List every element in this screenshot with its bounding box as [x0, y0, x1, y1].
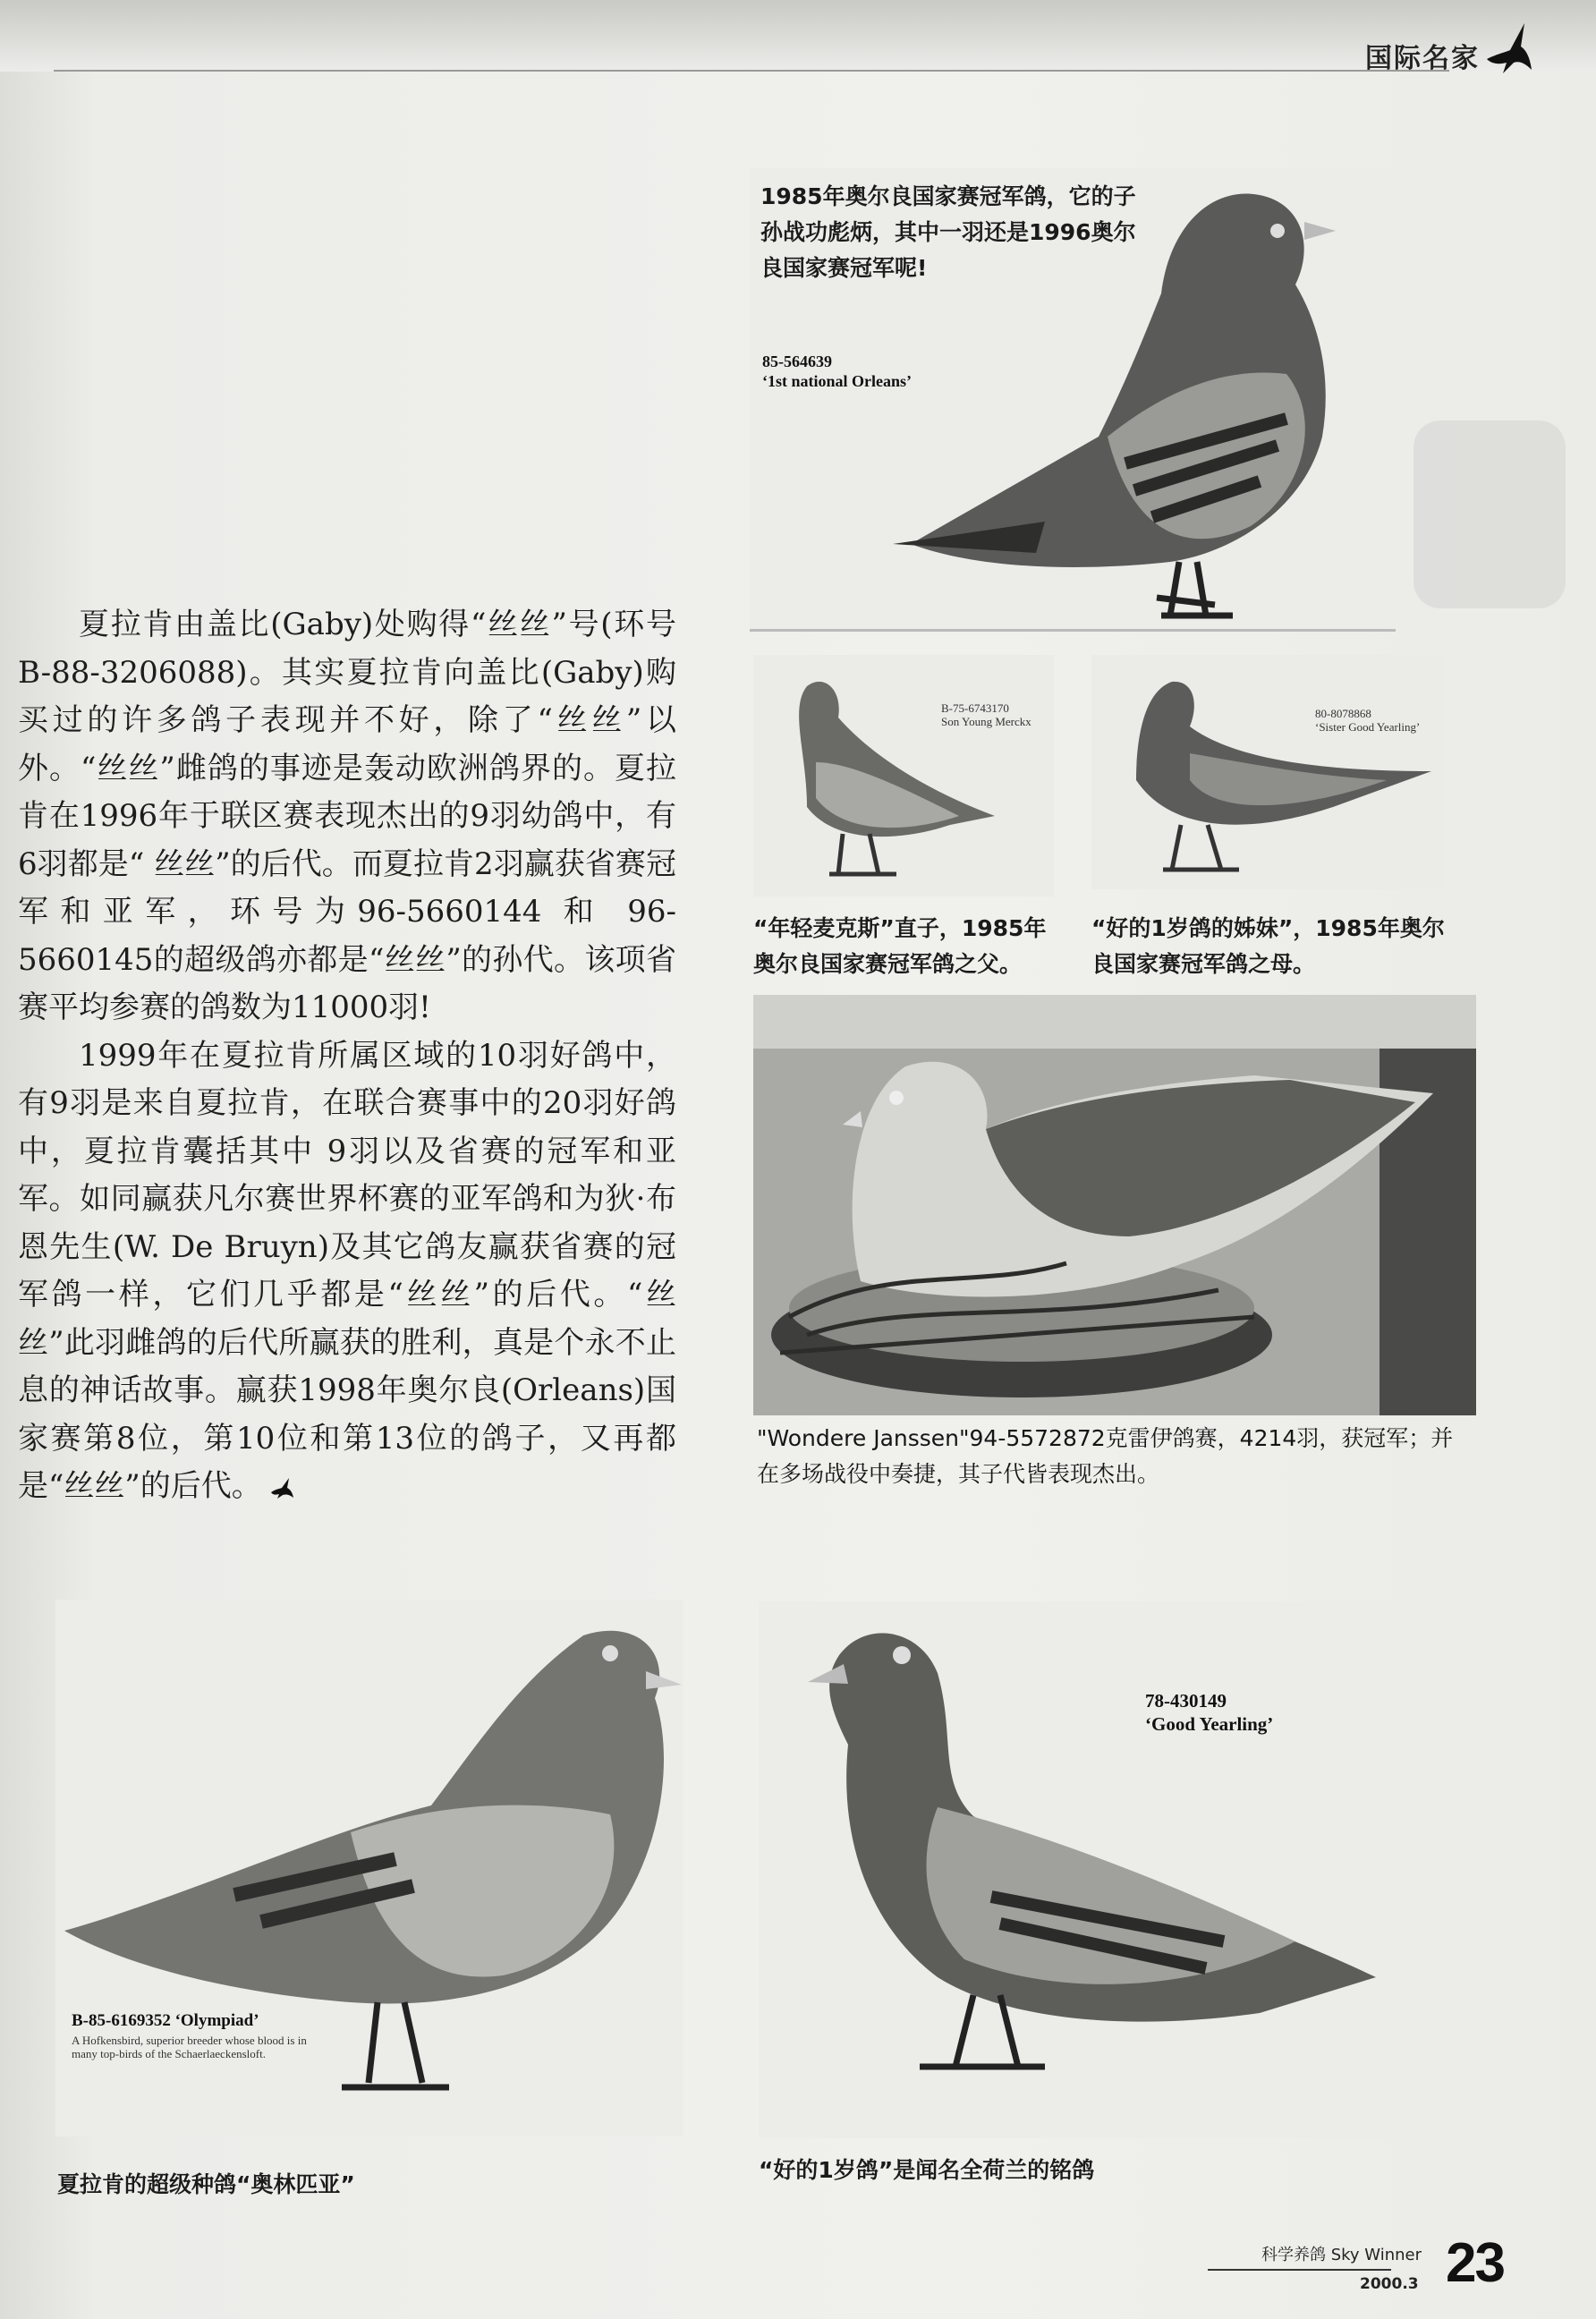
pigeon-illustration [753, 655, 1054, 896]
pigeon-illustration [1091, 655, 1445, 889]
olympiad-note: A Hofkensbird, superior breeder whose blood is in many top-birds of the Schaerlaeckensloft. [72, 2034, 307, 2060]
photo-olympiad [55, 1600, 683, 2136]
article-paragraph-2 [18, 1032, 676, 1511]
pigeon-name: ‘1st national Orleans’ [762, 372, 913, 390]
photo-son-young-merckx [753, 655, 1054, 896]
section-title: 国际名家 [1365, 43, 1480, 74]
pigeon-name: ‘Sister Good Yearling’ [1315, 720, 1421, 734]
page-number: 23 [1446, 2232, 1504, 2294]
ring-tag-sister-good-yearling [1315, 707, 1420, 734]
ring-tag-olympiad [72, 2011, 259, 2031]
bird-logo-icon [1483, 20, 1533, 79]
ring-number: 80-8078868 [1315, 707, 1371, 720]
ring-tag-good-yearling [1145, 1689, 1273, 1736]
bleed-through-numeral [1413, 420, 1566, 608]
photo-caption-orleans: 1985年奥尔良国家赛冠军鸽，它的子孙战功彪炳，其中一羽还是1996奥尔良国家赛冠军呢! [760, 183, 1136, 281]
top-shadow [0, 0, 1596, 72]
article-paragraph-2-text: 1999年在夏拉肯所属区域的10羽好鸽中，有9羽是来自夏拉肯，在联合赛事中的20羽好鸽中，夏拉肯囊括其中 9羽以及省赛的冠军和亚军。如同赢获凡尔赛世界杯赛的亚军鸽和为狄·布恩先生(W. De Bruyn)及其它鸽友赢获省赛的冠军鸽一样，它们几乎都是“丝丝”的后代。“丝丝”此羽雌鸽的后代所赢获的胜利，真是个永不止息的神话故事。赢获1998年奥尔良(Orleans)国家赛第8位，第10位和第13位的鸽子，又再都是“丝丝”的后代。 [18, 1037, 676, 1504]
article-paragraph-1: 夏拉肯由盖比(Gaby)处购得“丝丝”号(环号B-88-3206088)。其实夏拉肯向盖比(Gaby)购买过的许多鸽子表现并不好，除了“丝丝”以外。“丝丝”雌鸽的事迹是轰动欧洲鸽界的。夏拉肯在1996年于联区赛表现杰出的9羽幼鸽中，有6羽都是“ 丝丝”的后代。而夏拉肯2羽赢获省赛冠军和亚军，环号为96-5660144 和 96-5660145的超级鸽亦都是“丝丝”的孙代。该项省赛平均参赛的鸽数为11000羽! [18, 607, 676, 1025]
pigeon-illustration [759, 1601, 1392, 2138]
photo-caption-good-yearling: “好的1岁鸽”是闻名全荷兰的铭鸽 [759, 2157, 1095, 2183]
photo-wondere-janssen [753, 995, 1476, 1415]
footer-issue: 2000.3 [1360, 2275, 1419, 2293]
footer-rule [1208, 2269, 1391, 2271]
footer-magazine-name: 科学养鸽 Sky Winner [1261, 2246, 1422, 2264]
ring-tag-son-young-merckx [941, 701, 1031, 728]
photo-caption-olympiad: 夏拉肯的超级种鸽“奥林匹亚” [57, 2171, 355, 2197]
pigeon-name: ‘Good Yearling’ [1145, 1713, 1274, 1735]
ring-number: B-75-6743170 [941, 701, 1009, 715]
ring-tag-orleans [762, 352, 912, 391]
photo-caption-wondere-janssen: "Wondere Janssen"94-5572872克雷伊鸽赛，4214羽，获冠军；并在多场战役中奏捷，其子代皆表现杰出。 [757, 1425, 1454, 1487]
photo-sister-good-yearling [1091, 655, 1445, 889]
photo-good-yearling [759, 1601, 1392, 2138]
header-rule [54, 70, 1449, 72]
pigeon-name: Son Young Merckx [941, 715, 1031, 728]
ring-number: 78-430149 [1145, 1690, 1227, 1712]
article-body [18, 601, 676, 1511]
ring-and-name: B-85-6169352 ‘Olympiad’ [72, 2011, 259, 2030]
end-bird-icon [269, 1476, 294, 1499]
photo-caption-sister-good-yearling: “好的1岁鸽的姊妹”，1985年奥尔良国家赛冠军鸽之母。 [1091, 915, 1445, 977]
photo-caption-son-young-merckx: “年轻麦克斯”直子，1985年奥尔良国家赛冠军鸽之父。 [753, 915, 1047, 977]
pigeon-on-nest-photo [753, 995, 1476, 1415]
photo-1st-national-orleans [750, 168, 1396, 632]
ring-number: 85-564639 [762, 353, 832, 370]
